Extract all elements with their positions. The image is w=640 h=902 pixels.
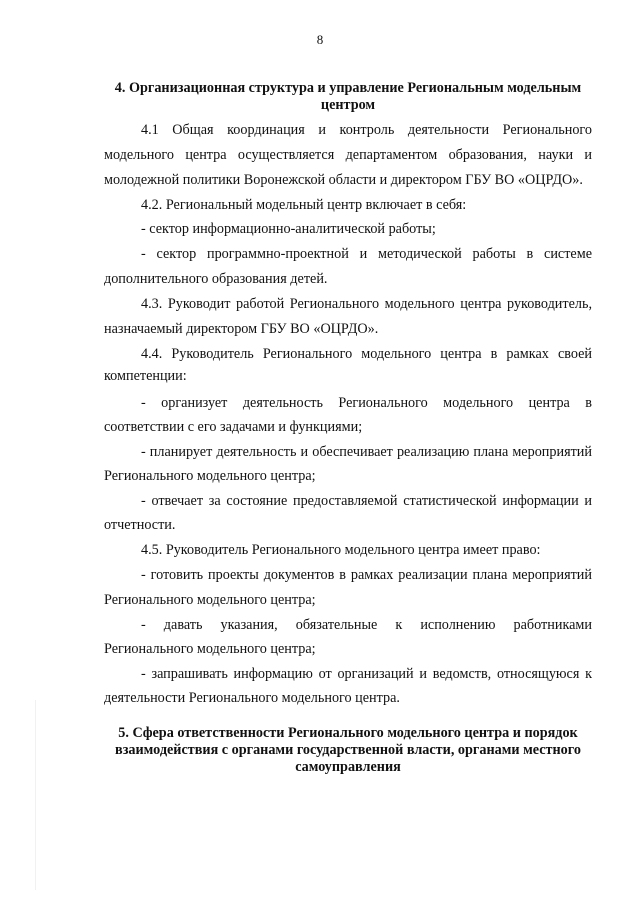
list-item-line: Регионального модельного центра; xyxy=(104,592,316,608)
list-item-line: - отвечает за состояние предоставляемой статистической информации и xyxy=(141,493,592,509)
paragraph-line: молодежной политики Воронежской области и директором ГБУ ВО «ОЦРДО». xyxy=(104,172,583,188)
paragraph-line: 4.3. Руководит работой Регионального модельного центра руководитель, xyxy=(141,296,592,312)
section-5-heading-line-1: 5. Сфера ответственности Регионального модельного центра и порядок xyxy=(118,725,578,741)
list-item-line: Регионального модельного центра; xyxy=(104,641,316,657)
section-5-heading-line-3: самоуправления xyxy=(295,759,401,775)
section-5-heading-line-2: взаимодействия с органами государственной власти, органами местного xyxy=(115,742,581,758)
list-item-line: - давать указания, обязательные к исполнению работниками xyxy=(141,617,592,633)
list-item-line: - организует деятельность Регионального модельного центра в xyxy=(141,395,592,411)
list-item-line: соответствии с его задачами и функциями; xyxy=(104,419,363,435)
list-item-line: деятельности Регионального модельного центра. xyxy=(104,690,400,706)
paragraph-line: 4.4. Руководитель Регионального модельного центра в рамках своей xyxy=(141,346,592,362)
paragraph-line: назначаемый директором ГБУ ВО «ОЦРДО». xyxy=(104,321,379,337)
section-4-heading-line-2: центром xyxy=(320,97,376,113)
scan-edge-line xyxy=(35,700,36,890)
list-item-line: отчетности. xyxy=(104,517,176,533)
page-number: 8 xyxy=(316,32,324,47)
paragraph-line: 4.5. Руководитель Регионального модельного центра имеет право: xyxy=(141,542,541,558)
list-item-line: - планирует деятельность и обеспечивает реализацию плана мероприятий xyxy=(141,444,592,460)
list-item-line: Регионального модельного центра; xyxy=(104,468,316,484)
list-item-line: - запрашивать информацию от организаций и ведомств, относящуюся к xyxy=(141,666,592,682)
paragraph-line: модельного центра осуществляется департаментом образования, науки и xyxy=(104,147,592,163)
section-4-heading-line-1: 4. Организационная структура и управление Региональным модельным xyxy=(114,80,582,96)
list-item-line: - готовить проекты документов в рамках реализации плана мероприятий xyxy=(141,567,592,583)
paragraph-line: компетенции: xyxy=(104,368,187,384)
list-item-line: - сектор программно-проектной и методической работы в системе xyxy=(141,246,592,262)
paragraph-line: 4.1 Общая координация и контроль деятельности Регионального xyxy=(141,122,592,138)
paragraph-line: 4.2. Региональный модельный центр включает в себя: xyxy=(141,197,467,213)
list-item-line: дополнительного образования детей. xyxy=(104,271,328,287)
list-item-line: - сектор информационно-аналитической работы; xyxy=(141,221,436,237)
